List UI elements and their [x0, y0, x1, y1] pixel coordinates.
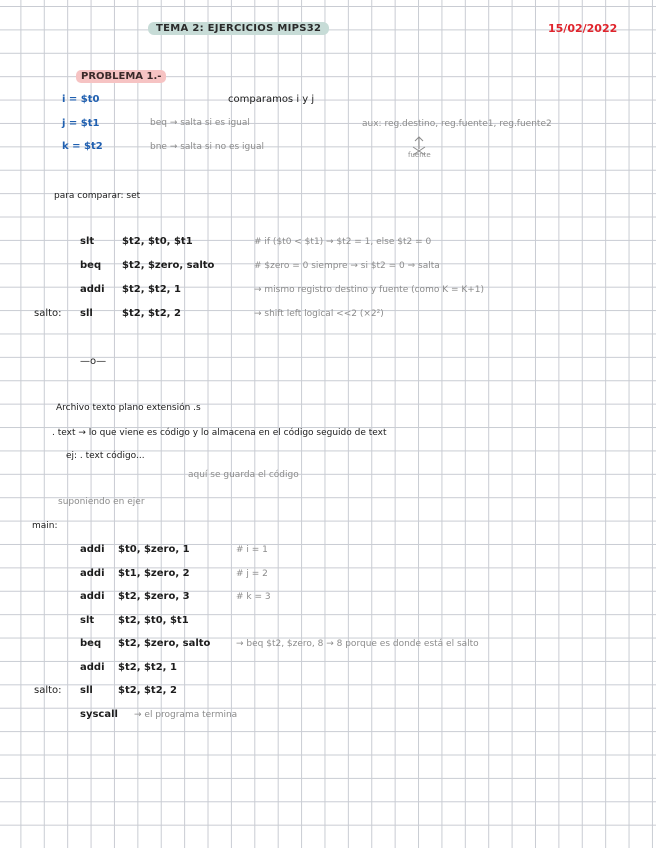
- registers-note: aux: reg.destino, reg.fuente1, reg.fuente2: [362, 119, 552, 129]
- code-op: addi: [80, 284, 105, 295]
- code-op: syscall: [80, 709, 118, 720]
- code-args: $t2, $t0, $t1: [122, 236, 193, 247]
- code-label: salto:: [34, 685, 62, 696]
- code-op: beq: [80, 638, 102, 649]
- code-label: salto:: [34, 308, 62, 319]
- code-comment: # j = 2: [236, 569, 268, 579]
- problem-label: PROBLEMA 1.-: [76, 70, 166, 83]
- example-line: ej: . text código...: [66, 451, 145, 461]
- arrow-note: fuente: [408, 151, 431, 159]
- code-args: $t1, $zero, 2: [118, 568, 190, 579]
- code-comment: → el programa termina: [134, 710, 238, 720]
- var-i: i = $t0: [62, 94, 100, 105]
- code-args: $t2, $zero, salto: [118, 638, 211, 649]
- code-args: $t2, $t2, 2: [122, 308, 181, 319]
- code-comment: → mismo registro destino y fuente (como K = K+1): [254, 285, 485, 295]
- bne-note: bne → salta si no es igual: [150, 142, 264, 152]
- code-op: addi: [80, 662, 105, 673]
- gray-heading: suponiendo en ejer: [58, 497, 145, 507]
- var-k: k = $t2: [62, 141, 103, 152]
- code-op: beq: [80, 260, 102, 271]
- code-op: addi: [80, 544, 105, 555]
- code-comment: → beq $t2, $zero, 8 → 8 porque es donde está el salto: [236, 639, 479, 649]
- code-comment: # if ($t0 < $t1) → $t2 = 1, else $t2 = 0: [254, 237, 432, 247]
- code-args: $t2, $t0, $t1: [118, 615, 189, 626]
- code-op: sll: [80, 308, 93, 319]
- code-op: slt: [80, 236, 95, 247]
- code-args: $t2, $t2, 2: [118, 685, 177, 696]
- code-op: slt: [80, 615, 95, 626]
- var-j: j = $t1: [62, 118, 100, 129]
- main-label: main:: [32, 521, 58, 531]
- code-args: $t2, $t2, 1: [118, 662, 177, 673]
- code-args: $t2, $zero, salto: [122, 260, 215, 271]
- compare-title: comparamos i y j: [228, 94, 315, 105]
- file-heading: Archivo texto plano extensión .s: [56, 403, 201, 413]
- text-directive-note: . text → lo que viene es código y lo almacena en el código seguido de text: [52, 428, 387, 438]
- code-comment: # k = 3: [236, 592, 271, 602]
- compare-heading: para comparar: set: [54, 191, 141, 201]
- code-op: sll: [80, 685, 93, 696]
- code-args: $t2, $t2, 1: [122, 284, 181, 295]
- code-args: $t0, $zero, 1: [118, 544, 190, 555]
- separator: —o—: [80, 356, 107, 367]
- code-comment: → shift left logical <<2 (×2²): [254, 309, 384, 319]
- code-op: addi: [80, 591, 105, 602]
- code-args: $t2, $zero, 3: [118, 591, 190, 602]
- code-comment: # i = 1: [236, 545, 268, 555]
- beq-note: beq → salta si es igual: [150, 118, 250, 128]
- page-title: TEMA 2: EJERCICIOS MIPS32: [148, 22, 329, 35]
- example-note: aquí se guarda el código: [188, 470, 299, 480]
- date: 15/02/2022: [548, 22, 618, 35]
- code-op: addi: [80, 568, 105, 579]
- code-comment: # $zero = 0 siempre → si $t2 = 0 ⇒ salta: [254, 261, 440, 271]
